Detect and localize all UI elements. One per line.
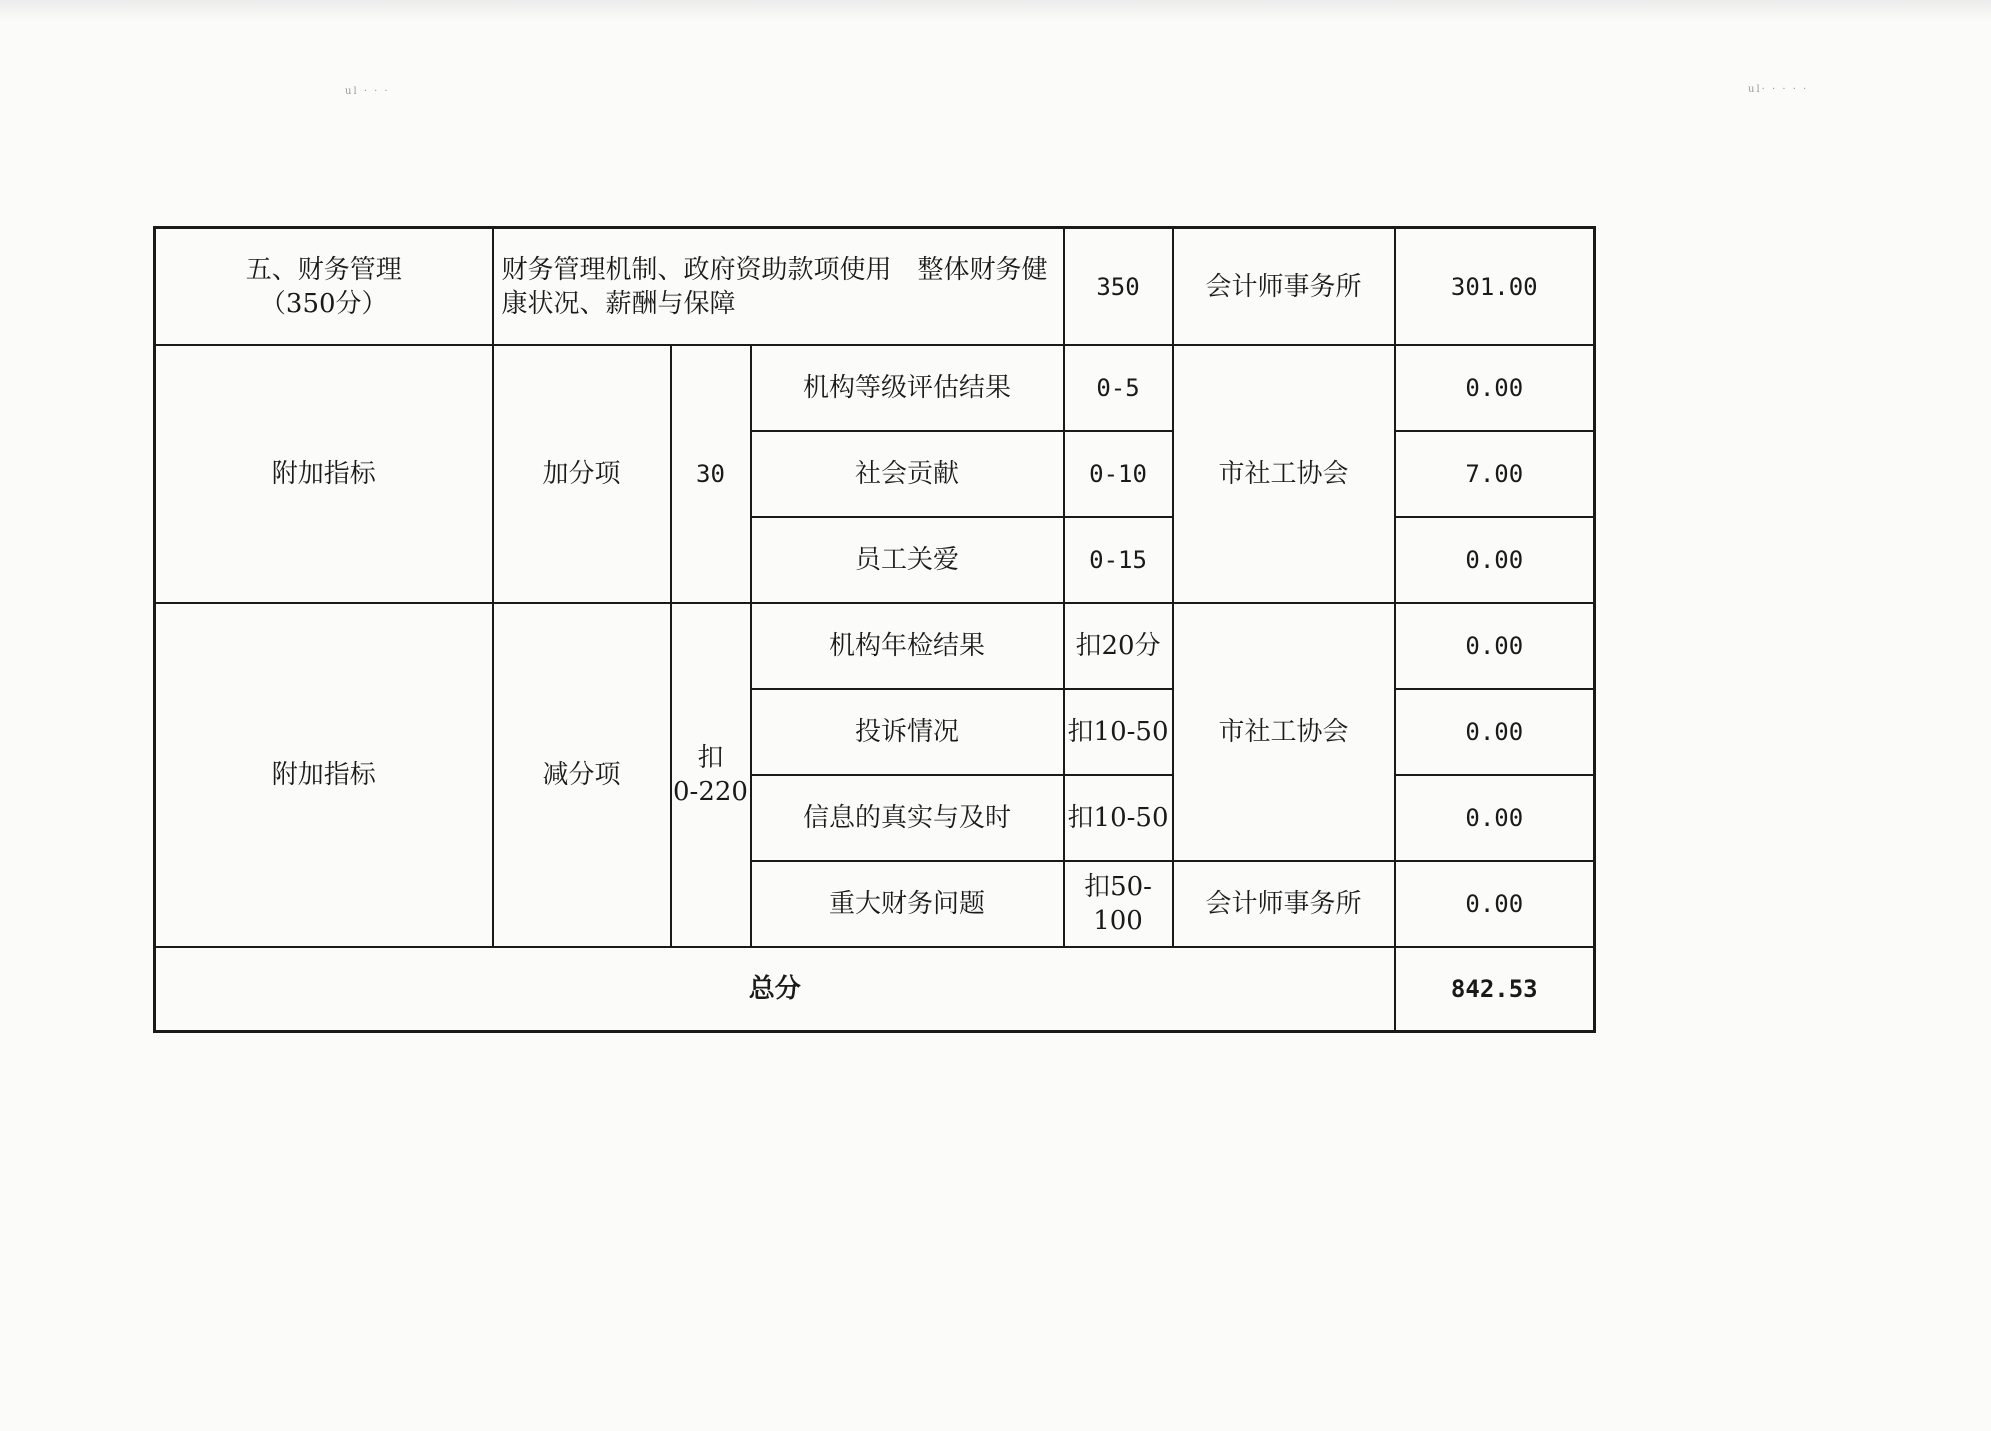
category-cell	[155, 228, 493, 346]
total-row	[155, 947, 1595, 1032]
bonus-category-cell: 附加指标	[155, 345, 493, 603]
bonus-item-range: 0-5	[1064, 345, 1173, 431]
total-value: 842.53	[1395, 947, 1595, 1032]
deduction-last-evaluator-cell: 会计师事务所	[1173, 861, 1395, 947]
scan-mark-left: ul · · ·	[345, 86, 390, 97]
bonus-row-1	[155, 345, 1595, 431]
deduction-item-name: 重大财务问题	[751, 861, 1064, 947]
deduction-item-score: 0.00	[1395, 603, 1595, 689]
scan-mark-right: ul· · · · ·	[1748, 84, 1809, 95]
evaluation-score-table	[153, 226, 1596, 1033]
finance-management-row	[155, 228, 1595, 346]
deduction-range-line2: 100	[1093, 906, 1143, 936]
deduction-item-name: 投诉情况	[751, 689, 1064, 775]
deduction-range-line1: 扣50-	[1084, 872, 1152, 902]
bonus-item-name: 员工关爱	[751, 517, 1064, 603]
total-label: 总分	[155, 947, 1395, 1032]
deduction-category-cell: 附加指标	[155, 603, 493, 947]
bonus-type-cell: 加分项	[493, 345, 671, 603]
bonus-item-name: 社会贡献	[751, 431, 1064, 517]
deduction-max-range: 0-220	[673, 777, 748, 807]
bonus-item-score: 7.00	[1395, 431, 1595, 517]
deduction-item-range: 扣10-50	[1064, 775, 1173, 861]
bonus-item-name: 机构等级评估结果	[751, 345, 1064, 431]
bonus-evaluator-cell: 市社工协会	[1173, 345, 1395, 603]
deduction-item-range: 扣20分	[1064, 603, 1173, 689]
description-cell: 财务管理机制、政府资助款项使用 整体财务健康状况、薪酬与保障	[493, 228, 1064, 346]
deduction-item-score: 0.00	[1395, 775, 1595, 861]
deduction-type-cell: 减分项	[493, 603, 671, 947]
deduction-row-1	[155, 603, 1595, 689]
deduction-item-score: 0.00	[1395, 861, 1595, 947]
deduction-item-range: 扣10-50	[1064, 689, 1173, 775]
deduction-item-score: 0.00	[1395, 689, 1595, 775]
bonus-item-score: 0.00	[1395, 345, 1595, 431]
category-points: （350分）	[259, 288, 388, 319]
deduction-item-name: 机构年检结果	[751, 603, 1064, 689]
bonus-item-score: 0.00	[1395, 517, 1595, 603]
deduction-item-range	[1064, 861, 1173, 947]
score-cell: 301.00	[1395, 228, 1595, 346]
deduction-item-name: 信息的真实与及时	[751, 775, 1064, 861]
bonus-item-range: 0-15	[1064, 517, 1173, 603]
category-name: 五、财务管理	[245, 254, 402, 285]
deduction-max-prefix: 扣	[697, 743, 724, 773]
page-top-edge	[0, 0, 1991, 22]
bonus-item-range: 0-10	[1064, 431, 1173, 517]
bonus-max-points-cell: 30	[671, 345, 751, 603]
points-cell: 350	[1064, 228, 1173, 346]
deduction-evaluator-cell: 市社工协会	[1173, 603, 1395, 861]
deduction-max-points-cell	[671, 603, 751, 947]
evaluator-cell: 会计师事务所	[1173, 228, 1395, 346]
